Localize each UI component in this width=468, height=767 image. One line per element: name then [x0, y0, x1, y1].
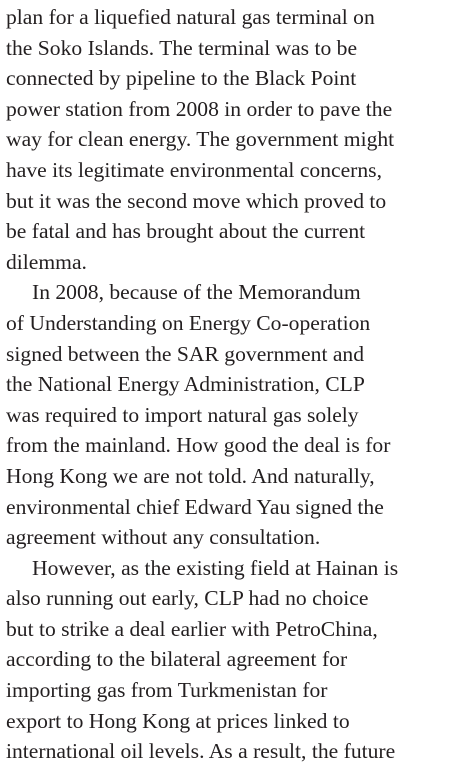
paragraph-start-line: However, as the existing field at Hainan is — [32, 555, 399, 580]
text-line: but it was the second move which proved to — [6, 188, 387, 213]
text-line: agreement without any consultation. — [6, 525, 321, 550]
text-line: the Soko Islands. The terminal was to be — [6, 35, 358, 60]
text-line: way for clean energy. The government might — [6, 127, 395, 152]
text-line: power station from 2008 in order to pave the — [6, 96, 393, 121]
text-line: have its legitimate environmental concerns, — [6, 157, 382, 182]
text-line: signed between the SAR government and — [6, 341, 365, 366]
text-line: environmental chief Edward Yau signed the — [6, 494, 384, 519]
text-line: export to Hong Kong at prices linked to — [6, 708, 350, 733]
text-line: was required to import natural gas solely — [6, 402, 359, 427]
text-line: be fatal and has brought about the current — [6, 219, 366, 244]
text-line: of Understanding on Energy Co-operation — [6, 310, 371, 335]
text-line: dilemma. — [6, 249, 87, 274]
text-line: from the mainland. How good the deal is for — [6, 433, 391, 458]
text-line: but to strike a deal earlier with PetroChina, — [6, 616, 378, 641]
text-line: also running out early, CLP had no choice — [6, 586, 369, 611]
article-body — [6, 2, 462, 767]
paragraph-start-line: In 2008, because of the Memorandum — [32, 280, 361, 305]
text-line: the National Energy Administration, CLP — [6, 372, 365, 397]
text-line: plan for a liquefied natural gas terminal on — [6, 5, 375, 29]
text-line: according to the bilateral agreement for — [6, 647, 348, 672]
text-line: importing gas from Turkmenistan for — [6, 678, 328, 703]
text-line: Hong Kong we are not told. And naturally, — [6, 463, 375, 488]
text-line: connected by pipeline to the Black Point — [6, 66, 357, 91]
text-line: international oil levels. As a result, the future — [6, 739, 396, 764]
